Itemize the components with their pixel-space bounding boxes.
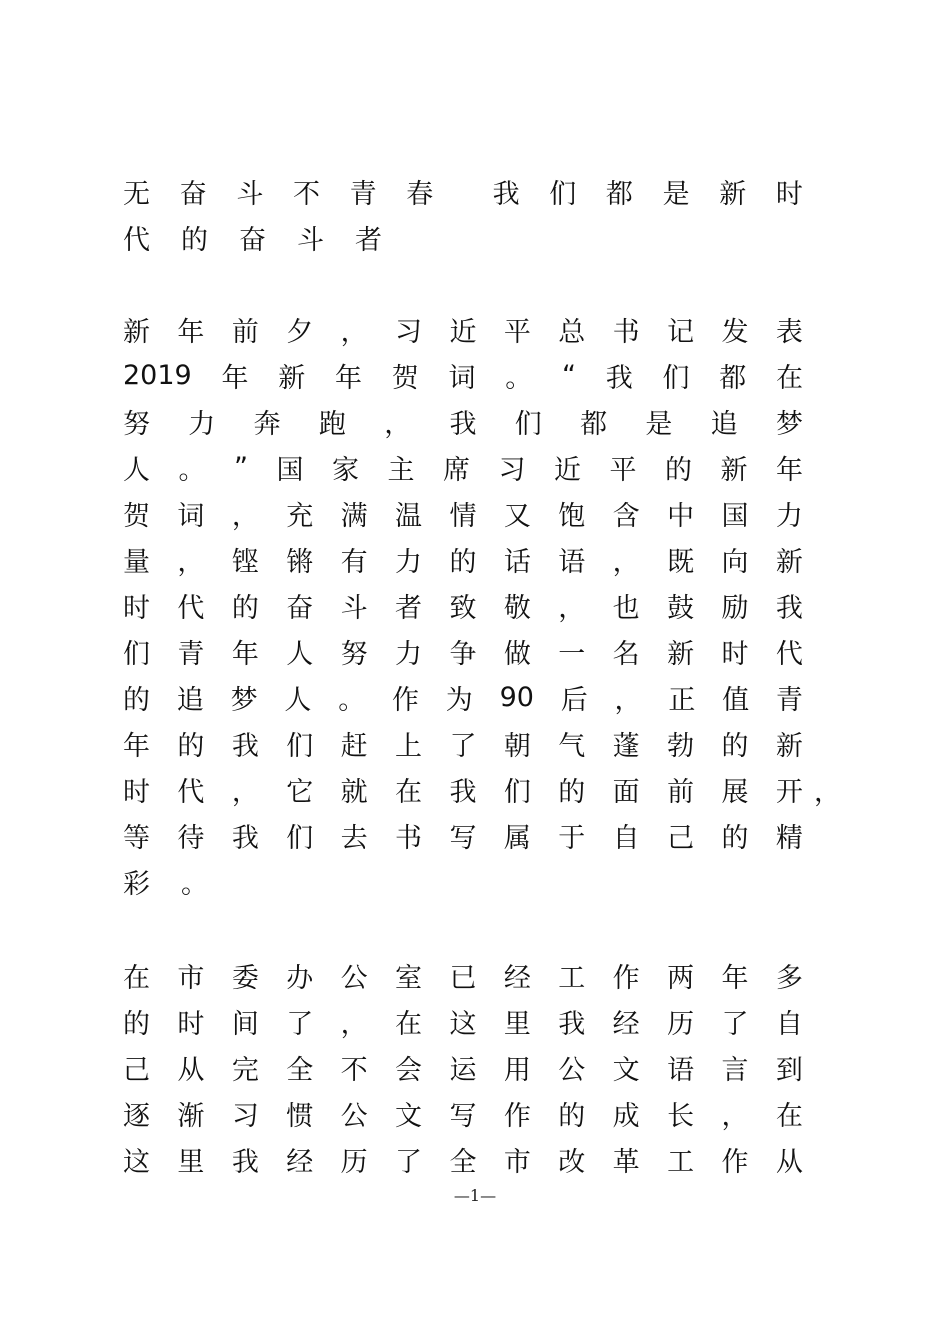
text-glyph: 们	[503, 776, 531, 808]
text-glyph: 充	[286, 500, 314, 532]
text-glyph: ，	[614, 684, 642, 716]
text-glyph: 努	[340, 638, 368, 670]
text-glyph: 自	[612, 822, 640, 854]
text-glyph: 们	[123, 638, 150, 670]
text-glyph: 间	[231, 1008, 259, 1040]
text-glyph: 都	[580, 408, 608, 440]
text-glyph: 励	[721, 592, 749, 624]
text-glyph: 也	[612, 592, 640, 624]
text-glyph: 言	[721, 1054, 749, 1086]
text-glyph: 。	[178, 454, 206, 486]
text-glyph: 是	[645, 408, 673, 440]
text-glyph: 在	[123, 962, 150, 994]
document-title	[123, 168, 803, 260]
text-glyph: 敬	[503, 592, 531, 624]
text-glyph: 工	[667, 1146, 695, 1178]
text-glyph: “	[561, 359, 576, 391]
text-glyph: 2019	[123, 359, 192, 391]
text-glyph: 我	[449, 408, 477, 440]
text-glyph: 追	[710, 408, 738, 440]
text-glyph: 办	[286, 962, 314, 994]
text-glyph: 都	[605, 178, 633, 210]
paragraph-1-line	[123, 444, 803, 490]
text-glyph: ，	[231, 500, 259, 532]
text-glyph: 经	[503, 962, 531, 994]
text-glyph: 不	[340, 1054, 368, 1086]
text-glyph: 已	[449, 962, 477, 994]
text-glyph: 不	[292, 178, 320, 210]
text-glyph: 都	[719, 362, 747, 394]
text-glyph: ，	[384, 408, 412, 440]
text-glyph: 展	[721, 776, 749, 808]
paragraph-2-line	[123, 1044, 803, 1090]
paragraph-1-line	[123, 628, 803, 674]
text-glyph: 国	[276, 454, 304, 486]
text-glyph: 习	[231, 1100, 259, 1132]
paragraph-1-line	[123, 536, 803, 582]
text-glyph: 追	[176, 684, 204, 716]
text-glyph: 话	[503, 546, 531, 578]
text-glyph: ，	[177, 546, 205, 578]
text-glyph: 我	[231, 730, 259, 762]
text-glyph: 是	[662, 178, 690, 210]
text-glyph: 完	[231, 1054, 259, 1086]
text-glyph: ，	[340, 1008, 368, 1040]
text-glyph: 年	[177, 316, 205, 348]
text-glyph: 的	[177, 730, 205, 762]
text-glyph: 习	[498, 454, 526, 486]
text-glyph: 彩	[123, 868, 150, 900]
text-glyph: 青	[349, 178, 377, 210]
text-glyph: 人	[286, 638, 314, 670]
text-glyph: 公	[340, 962, 368, 994]
text-glyph: 人	[284, 684, 312, 716]
text-glyph: 在	[775, 1100, 803, 1132]
text-glyph: 者	[395, 592, 423, 624]
text-glyph: 温	[395, 500, 423, 532]
text-glyph: 这	[123, 1146, 150, 1178]
text-glyph: 的	[123, 684, 150, 716]
text-glyph: 于	[558, 822, 586, 854]
text-glyph: 代	[775, 638, 803, 670]
text-glyph: 用	[503, 1054, 531, 1086]
text-glyph: 革	[612, 1146, 640, 1178]
text-glyph: 致	[449, 592, 477, 624]
text-glyph: 开	[775, 776, 803, 808]
text-glyph: 年	[231, 638, 259, 670]
text-glyph: 市	[177, 962, 205, 994]
text-glyph: 近	[449, 316, 477, 348]
text-glyph: 代	[177, 776, 205, 808]
text-glyph: 努	[123, 408, 150, 440]
text-glyph: 经	[286, 1146, 314, 1178]
text-glyph: 在	[775, 362, 803, 394]
text-glyph: 语	[558, 546, 586, 578]
text-glyph: 人	[123, 454, 150, 486]
text-glyph: 我	[449, 776, 477, 808]
text-glyph: 值	[722, 684, 750, 716]
text-glyph: 去	[340, 822, 368, 854]
text-glyph: 贺	[123, 500, 150, 532]
text-glyph: 铿	[231, 546, 259, 578]
text-glyph: 运	[449, 1054, 477, 1086]
text-glyph: 力	[395, 546, 423, 578]
text-glyph: 近	[554, 454, 581, 486]
text-glyph: 词	[177, 500, 205, 532]
text-glyph: 主	[387, 454, 415, 486]
paragraph-2-line	[123, 952, 803, 998]
text-glyph: 我	[492, 178, 520, 210]
text-glyph: ，	[721, 1100, 749, 1132]
text-glyph: 跑	[318, 408, 346, 440]
text-glyph: 精	[775, 822, 803, 854]
text-glyph: 写	[449, 822, 477, 854]
text-glyph: 家	[332, 454, 359, 486]
text-glyph: 历	[340, 1146, 368, 1178]
text-glyph: 代	[123, 224, 150, 256]
paragraph-1-line	[123, 812, 803, 858]
text-glyph: 了	[395, 1146, 423, 1178]
text-glyph: 们	[286, 822, 314, 854]
paragraph-2-line	[123, 1090, 803, 1136]
text-glyph: 年	[123, 730, 150, 762]
text-glyph: ，	[231, 776, 259, 808]
text-glyph: 们	[286, 730, 314, 762]
text-glyph: 新	[667, 638, 695, 670]
text-glyph: 青	[775, 684, 803, 716]
page-number: —1—	[453, 1186, 497, 1205]
text-glyph: 90	[499, 681, 534, 713]
text-glyph: 青	[177, 638, 205, 670]
text-glyph: 自	[775, 1008, 803, 1040]
text-glyph: 的	[721, 822, 749, 854]
text-glyph: 文	[612, 1054, 640, 1086]
text-glyph: 记	[667, 316, 695, 348]
text-glyph: 年	[334, 362, 362, 394]
text-glyph: 里	[503, 1008, 531, 1040]
text-glyph: 的	[665, 454, 692, 486]
text-glyph: 的	[721, 730, 749, 762]
paragraph-1-line	[123, 490, 803, 536]
text-glyph: 市	[503, 1146, 531, 1178]
text-glyph: 我	[605, 362, 633, 394]
text-glyph: 勃	[667, 730, 695, 762]
text-glyph: 多	[775, 962, 803, 994]
text-glyph: 。	[505, 362, 533, 394]
text-glyph: 了	[286, 1008, 314, 1040]
text-glyph: 渐	[177, 1100, 205, 1132]
text-glyph: 新	[123, 316, 150, 348]
text-glyph: 经	[612, 1008, 640, 1040]
text-glyph: 正	[668, 684, 696, 716]
text-glyph: 蓬	[612, 730, 640, 762]
text-glyph: 的	[449, 546, 477, 578]
text-glyph: 时	[721, 638, 749, 670]
text-glyph: 的	[558, 776, 586, 808]
text-glyph: 新	[719, 178, 747, 210]
paragraph-1-line	[123, 766, 841, 812]
text-glyph: 了	[721, 1008, 749, 1040]
text-glyph: 向	[721, 546, 749, 578]
text-glyph: 在	[395, 776, 423, 808]
text-glyph: 的	[231, 592, 259, 624]
text-glyph: 前	[231, 316, 259, 348]
text-glyph: 新	[775, 546, 803, 578]
text-glyph: 新	[775, 730, 803, 762]
text-glyph: 新	[278, 362, 306, 394]
text-glyph: 逐	[123, 1100, 150, 1132]
text-glyph: 作	[721, 1146, 749, 1178]
text-glyph: 争	[449, 638, 477, 670]
paragraph-2	[123, 952, 803, 1182]
text-glyph: 两	[667, 962, 695, 994]
title-line	[123, 168, 803, 214]
text-glyph: 委	[231, 962, 259, 994]
text-glyph: 。	[181, 868, 208, 900]
paragraph-1-line	[123, 306, 803, 352]
text-glyph: 待	[177, 822, 205, 854]
text-glyph: 长	[667, 1100, 695, 1132]
text-glyph: 等	[123, 822, 150, 854]
text-glyph: 从	[775, 1146, 803, 1178]
paragraph-2-line	[123, 998, 803, 1044]
text-glyph: 夕	[286, 316, 314, 348]
text-glyph: 作	[503, 1100, 531, 1132]
text-glyph: 中	[667, 500, 695, 532]
text-glyph: 斗	[297, 224, 324, 256]
text-glyph: 者	[355, 224, 382, 256]
text-glyph: 国	[721, 500, 749, 532]
text-glyph: 又	[503, 500, 531, 532]
text-glyph: 奋	[179, 178, 207, 210]
title-line	[123, 214, 803, 260]
text-glyph: 在	[395, 1008, 423, 1040]
text-glyph: 这	[449, 1008, 477, 1040]
text-glyph: 梦	[230, 684, 258, 716]
text-glyph: 满	[340, 500, 368, 532]
paragraph-1-line	[123, 720, 803, 766]
text-glyph: 平	[503, 316, 531, 348]
text-glyph: 时	[123, 592, 150, 624]
text-glyph: 奔	[253, 408, 281, 440]
text-glyph: 全	[286, 1054, 314, 1086]
text-glyph: 作	[391, 684, 419, 716]
text-glyph: 力	[775, 500, 803, 532]
text-glyph: 平	[609, 454, 637, 486]
text-glyph: 锵	[286, 546, 314, 578]
text-glyph: 己	[123, 1054, 150, 1086]
text-glyph: 席	[443, 454, 470, 486]
text-glyph: 工	[558, 962, 586, 994]
text-glyph: 的	[558, 1100, 586, 1132]
text-glyph: 代	[177, 592, 205, 624]
text-glyph: 己	[667, 822, 695, 854]
text-glyph: 力	[188, 408, 216, 440]
text-glyph: 为	[445, 684, 473, 716]
text-glyph: 会	[395, 1054, 423, 1086]
text-glyph: 语	[667, 1054, 695, 1086]
text-glyph: 里	[177, 1146, 205, 1178]
text-glyph: 后	[560, 684, 588, 716]
text-glyph: 我	[231, 822, 259, 854]
text-glyph: 文	[395, 1100, 423, 1132]
text-glyph: 赶	[340, 730, 368, 762]
text-glyph: 做	[503, 638, 531, 670]
text-glyph: 前	[667, 776, 695, 808]
text-glyph: 年	[776, 454, 803, 486]
text-glyph: 春	[406, 178, 434, 210]
text-glyph: ，	[340, 316, 368, 348]
text-glyph: 词	[448, 362, 476, 394]
text-glyph: 含	[612, 500, 640, 532]
text-glyph: 新	[720, 454, 748, 486]
text-glyph: 总	[558, 316, 586, 348]
text-glyph: 的	[181, 224, 208, 256]
text-glyph: 力	[395, 638, 423, 670]
text-glyph: 我	[558, 1008, 586, 1040]
text-glyph: 全	[449, 1146, 477, 1178]
text-glyph: 改	[558, 1146, 586, 1178]
text-glyph: 成	[612, 1100, 640, 1132]
text-glyph: 名	[612, 638, 640, 670]
text-glyph: 发	[721, 316, 749, 348]
text-glyph: ”	[234, 451, 248, 483]
text-glyph: 奋	[239, 224, 266, 256]
paragraph-1-line	[123, 674, 803, 720]
text-glyph: 斗	[236, 178, 264, 210]
text-glyph: 我	[231, 1146, 259, 1178]
overhang-comma: ，	[814, 776, 841, 808]
text-glyph: 历	[667, 1008, 695, 1040]
text-glyph: 表	[775, 316, 803, 348]
text-glyph: 从	[177, 1054, 205, 1086]
text-glyph: 时	[123, 776, 150, 808]
text-glyph: 它	[286, 776, 314, 808]
text-glyph: 年	[721, 962, 749, 994]
text-glyph: 上	[395, 730, 423, 762]
text-glyph: 一	[558, 638, 586, 670]
paragraph-1-line	[123, 352, 803, 398]
paragraph-1-line	[123, 398, 803, 444]
text-glyph: 公	[558, 1054, 586, 1086]
text-glyph: 无	[123, 178, 150, 210]
text-glyph: 时	[177, 1008, 205, 1040]
paragraph-1-line	[123, 582, 803, 628]
text-glyph: 时	[775, 178, 803, 210]
text-glyph: 面	[612, 776, 640, 808]
text-glyph: 气	[558, 730, 586, 762]
text-glyph: 我	[775, 592, 803, 624]
text-glyph: 了	[449, 730, 477, 762]
text-glyph: 量	[123, 546, 150, 578]
text-glyph: 斗	[340, 592, 368, 624]
text-glyph: ，	[612, 546, 640, 578]
text-glyph: 就	[340, 776, 368, 808]
text-glyph: 属	[503, 822, 531, 854]
text-glyph: 到	[775, 1054, 803, 1086]
text-glyph: 有	[340, 546, 368, 578]
text-glyph: 书	[612, 316, 640, 348]
text-glyph: 作	[612, 962, 640, 994]
text-glyph: 们	[514, 408, 542, 440]
text-glyph: 梦	[775, 408, 803, 440]
text-glyph: 饱	[558, 500, 586, 532]
text-glyph: 朝	[503, 730, 531, 762]
text-glyph: 鼓	[667, 592, 695, 624]
text-glyph: 奋	[286, 592, 314, 624]
text-glyph: ，	[558, 592, 586, 624]
text-glyph: 们	[549, 178, 577, 210]
paragraph-1-line	[123, 858, 803, 904]
text-glyph: 的	[123, 1008, 150, 1040]
paragraph-2-line	[123, 1136, 803, 1182]
text-glyph: 写	[449, 1100, 477, 1132]
text-glyph: 。	[338, 684, 366, 716]
text-glyph: 室	[395, 962, 423, 994]
paragraph-1	[123, 306, 841, 904]
text-glyph: 年	[221, 362, 249, 394]
text-glyph: 贺	[391, 362, 419, 394]
text-glyph: 们	[662, 362, 690, 394]
text-glyph: 惯	[286, 1100, 314, 1132]
text-glyph: 书	[395, 822, 423, 854]
text-glyph: 习	[395, 316, 423, 348]
text-glyph: 既	[667, 546, 695, 578]
text-glyph: 公	[340, 1100, 368, 1132]
text-glyph: 情	[449, 500, 477, 532]
